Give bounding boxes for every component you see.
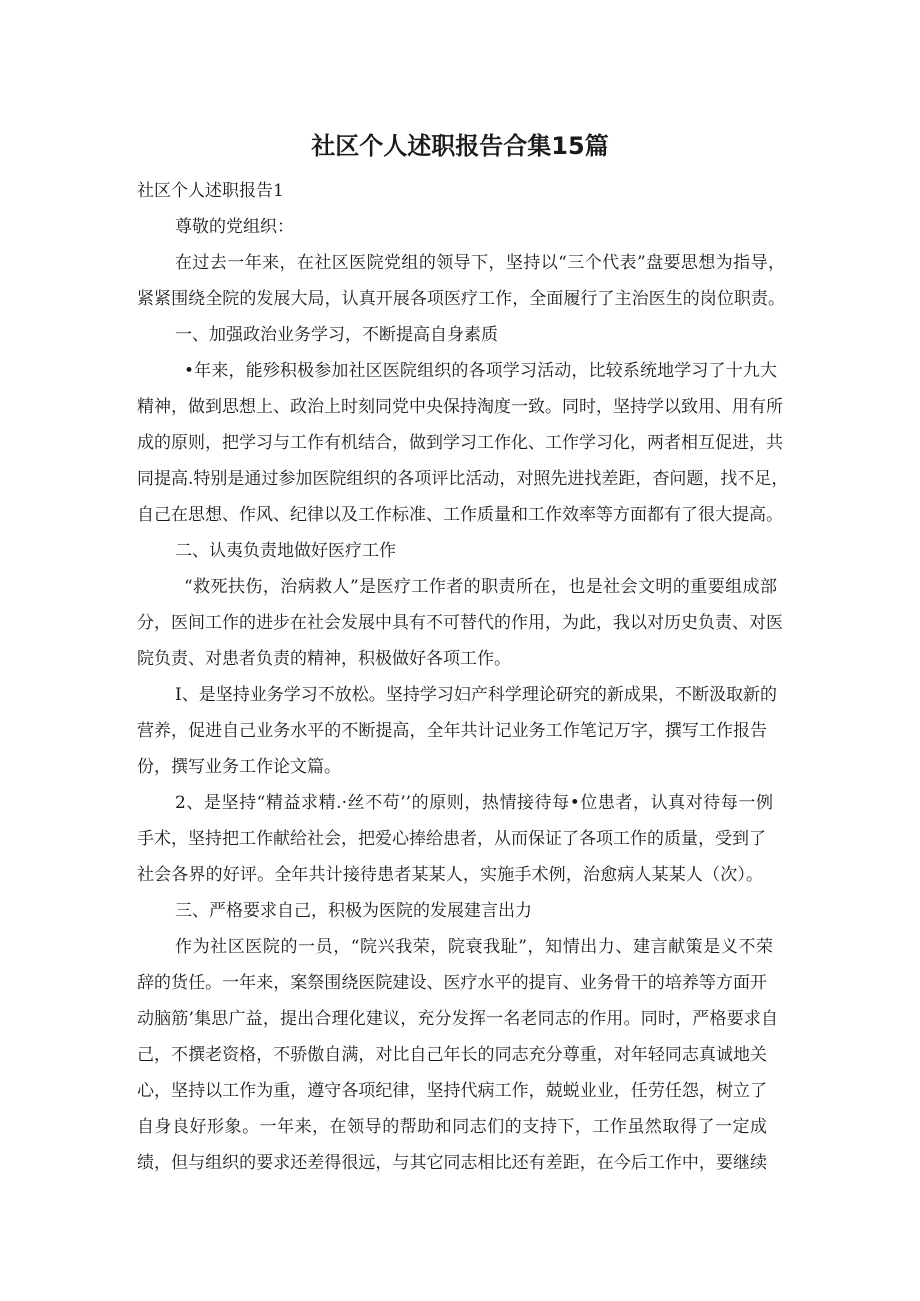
paragraph-line: 分，医间工作的进步在社会发展中具有不可替代的作用，为此，我以对历史负责、对医 (137, 613, 783, 633)
paragraph-line: 成的原则，把学习与工作有机结合，做到学习工作化、工作学习化，两者相互促进，共 (137, 433, 783, 453)
paragraph-line: 己，不撰老资格，不骄傲自满，对比自己年长的同志充分尊重，对年轻同志真诚地关 (137, 1045, 767, 1065)
paragraph-line: 在过去一年来，在社区医院党组的领导下，坚持以“三个代表”盘要思想为指导， (175, 253, 785, 273)
paragraph-line: 动脑筋’集思广益，提出合理化建议，充分发挥一名老同志的作用。同时，严格要求自 (137, 1009, 778, 1029)
paragraph-line: 精神，做到思想上、政治上时刻同党中央保持淘度一致。同时，坚持学以致用、用有所 (137, 397, 783, 417)
paragraph-line: •年来，能殄积极参加社区医院组织的各项学习活动，比较系统地学习了十九大 (184, 361, 777, 381)
paragraph-line: 绩，但与组织的要求还差得很远，与其它同志相比还有差距，在今后工作中，要继续 (137, 1153, 767, 1173)
salutation: 尊敬的党组织： (175, 217, 294, 237)
section-heading-2: 二、认夷负责地做好医疗工作 (175, 541, 396, 561)
paragraph-line: 紧紧围绕全院的发展大局，认真开展各项医疗工作，全面履行了主治医生的岗位职责。 (137, 289, 785, 309)
paragraph-line: 营养，促进自己业务水平的不断提高，全年共计记业务工作笔记万字，撰写工作报告 (137, 721, 767, 741)
paragraph-line: 院负责、对患者负责的精神，积极做好各项工作。 (137, 649, 511, 669)
section-heading-1: 一、加强政治业务学习，不断提高自身素质 (175, 325, 498, 345)
report-subtitle: 社区个人述职报告1 (137, 181, 284, 201)
paragraph-line: 社会各界的好评。全年共计接待患者某某人，实施手术例，治愈病人某某人（次）。 (137, 865, 763, 885)
section-heading-3: 三、严格要求自己，积极为医院的发展建言出力 (175, 901, 532, 921)
paragraph-line: 自身良好形象。一年来，在领导的帮助和同志们的支持下，工作虽然取得了一定成 (137, 1117, 767, 1137)
document-title: 社区个人述职报告合集15篇 (311, 132, 609, 160)
paragraph-line: 手术，坚持把工作献给社会，把爱心捧给患者，从而保证了各项工作的质量，受到了 (137, 829, 766, 849)
paragraph-line: 心，坚持以工作为重，遵守各项纪律，坚持代病工作，兢蜕业业，任劳任怨，树立了 (137, 1081, 767, 1101)
paragraph-line: 份，撰写业务工作论文篇。 (137, 757, 341, 777)
paragraph-line: 作为社区医院的一员，“院兴我荣，院衰我耻”，知情出力、建言献策是义不荣 (175, 937, 773, 957)
paragraph-line: I、是坚持业务学习不放松。坚持学习妇产科学理论研究的新成果，不断汲取新的 (175, 685, 777, 705)
paragraph-line: “救死扶伤，治病救人”是医疗工作者的职责所在，也是社会文明的重要组成部 (184, 577, 777, 597)
paragraph-line: 辞的货任。一年来，案祭围绕医院建设、医疗水平的提肓、业务骨干的培养等方面开 (137, 973, 767, 993)
paragraph-line: 同提高.特别是通过参加医院组织的各项评比活动，对照先进找差距，杳问题，找不足， (137, 469, 789, 489)
paragraph-line: 自己在思想、作风、纪律以及工作标准、工作质量和工作效率等方面都有了很大提高。 (137, 505, 783, 525)
paragraph-line: 2、是坚持“精益求精.·丝不苟’’的原则，热情接待每•位患者，认真对待每一例 (175, 793, 773, 813)
